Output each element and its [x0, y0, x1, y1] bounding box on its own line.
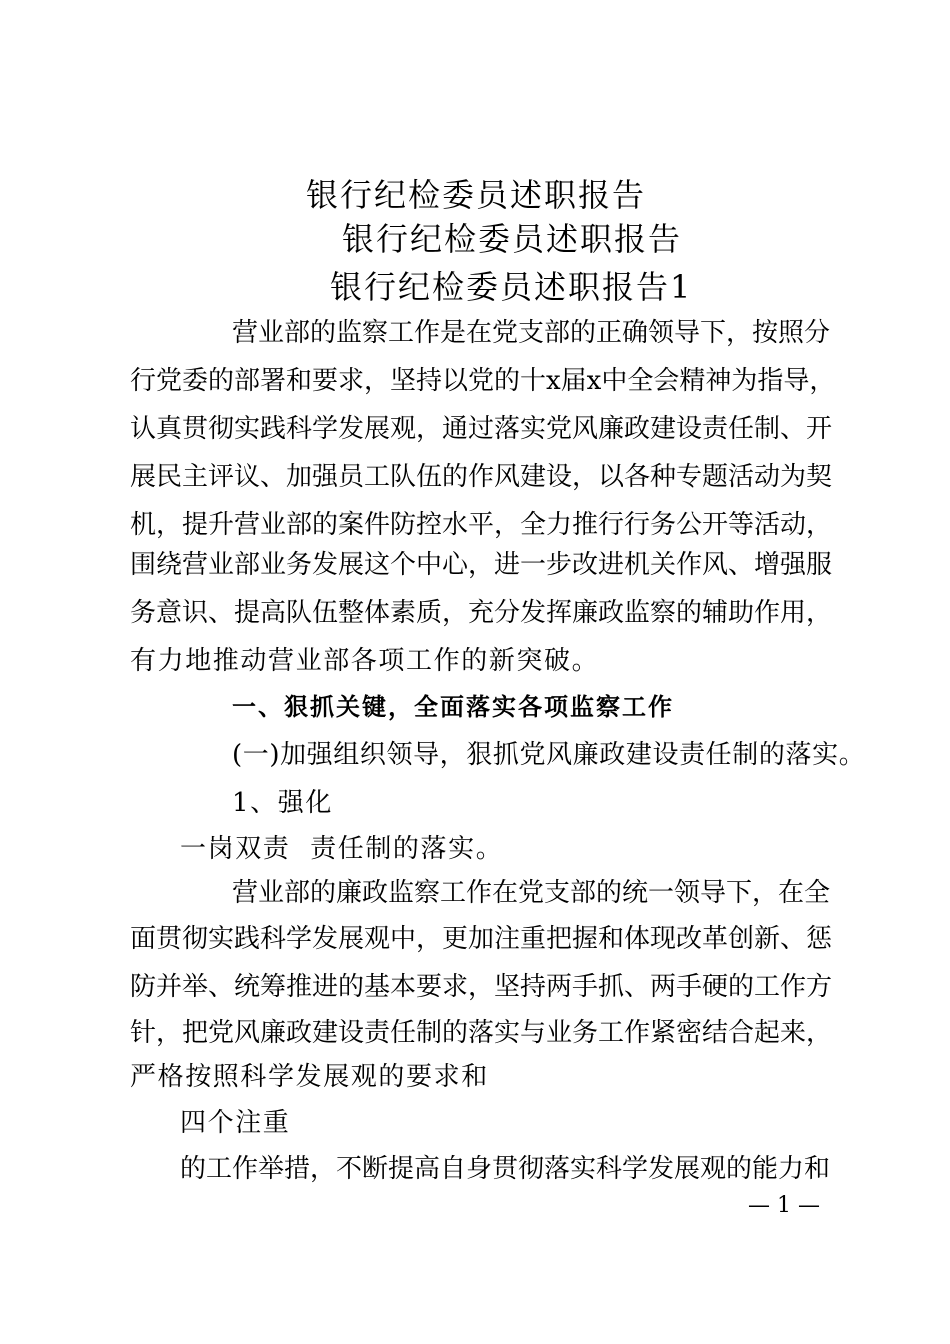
paragraph-2-line: 面贯彻实践科学发展观中，更加注重把握和体现改革创新、惩	[130, 924, 833, 954]
section-heading: 一、狠抓关键，全面落实各项监察工作	[232, 693, 674, 721]
paragraph-1-line: 行党委的部署和要求，坚持以党的十x届x中全会精神为指导，	[130, 366, 836, 396]
document-title-repeat: 银行纪检委员述职报告	[342, 220, 683, 258]
paragraph-1-line: 展民主评议、加强员工队伍的作风建设，以各种专题活动为契	[130, 462, 833, 492]
paragraph-3-line: 的工作举措，不断提高自身贯彻落实科学发展观的能力和	[180, 1154, 831, 1184]
paragraph-2-line: 防并举、统筹推进的基本要求，坚持两手抓、两手硬的工作方	[130, 972, 833, 1002]
paragraph-2-line: 针，把党风廉政建设责任制的落实与业务工作紧密结合起来，	[130, 1018, 833, 1048]
paragraph-2-line: 严格按照科学发展观的要求和	[130, 1062, 489, 1092]
document-title-numbered: 银行纪检委员述职报告1	[330, 268, 693, 306]
document-title: 银行纪检委员述职报告	[306, 176, 647, 214]
paragraph-1-line: 围绕营业部业务发展这个中心，进一步改进机关作风、增强服	[130, 550, 833, 580]
subsection-heading: (一)加强组织领导，狠抓党风廉政建设责任制的落实。	[232, 740, 866, 770]
list-item-number: 1、强化	[232, 788, 333, 818]
paragraph-1-line: 有力地推动营业部各项工作的新突破。	[130, 646, 600, 676]
paragraph-2-line: 营业部的廉政监察工作在党支部的统一领导下，在全	[232, 878, 831, 908]
paragraph-1-line: 机，提升营业部的案件防控水平，全力推行行务公开等活动，	[130, 510, 833, 540]
page-number: — 1 —	[748, 1193, 820, 1218]
quoted-phrase: 四个注重	[180, 1108, 291, 1138]
list-item-text: 一岗双责 责任制的落实。	[180, 834, 504, 864]
paragraph-1-line: 务意识、提高队伍整体素质，充分发挥廉政监察的辅助作用，	[130, 598, 833, 628]
paragraph-1-line: 营业部的监察工作是在党支部的正确领导下，按照分	[232, 318, 831, 348]
paragraph-1-line: 认真贯彻实践科学发展观，通过落实党风廉政建设责任制、开	[130, 414, 833, 444]
